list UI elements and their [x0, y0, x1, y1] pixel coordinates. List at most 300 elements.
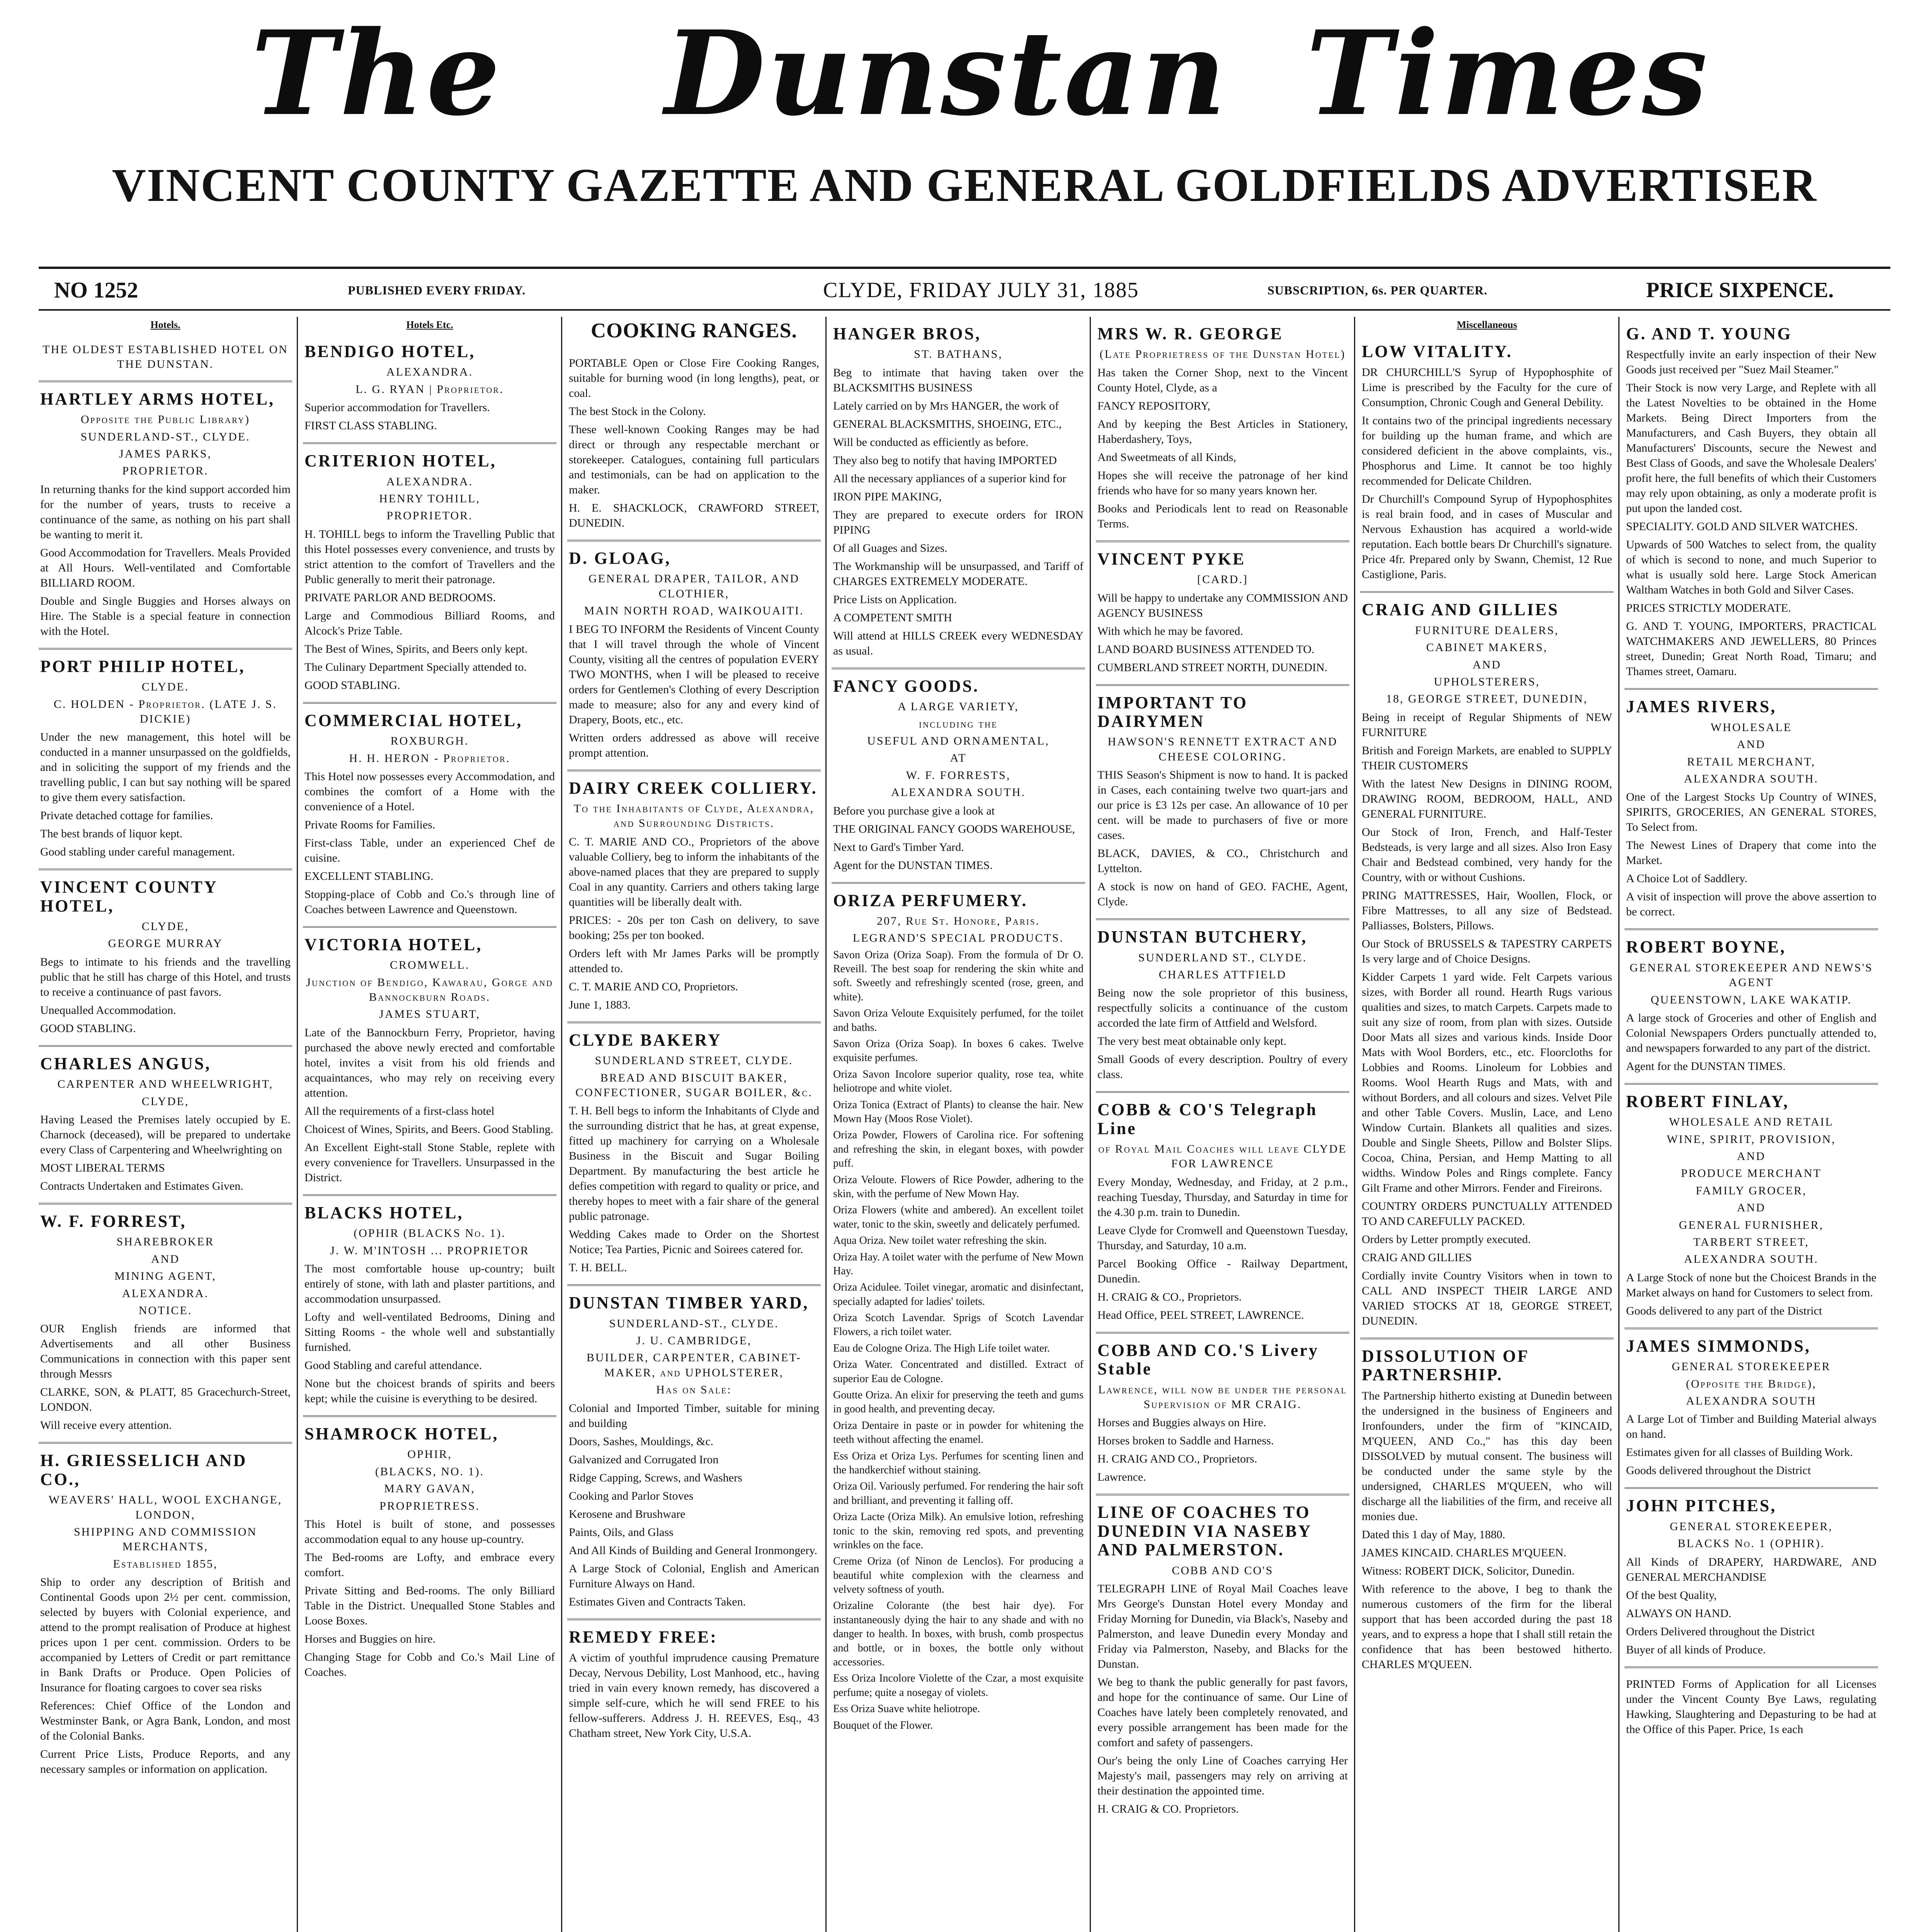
advertisement-title: CRAIG AND GILLIES — [1362, 600, 1559, 619]
advertisement-text: A large stock of Groceries and other of English and Colonial Newspapers Orders punctually attended to, and newspapers forwarded to any part of the district. — [1626, 1011, 1876, 1054]
advertisement-text: And Sweetmeats of all Kinds, — [1097, 451, 1237, 464]
advertisement-text: Good Accommodation for Travellers. Meals Provided at All Hours. Well-ventilated and Comfortable BILLIARD ROOM. — [40, 546, 291, 589]
column-divider — [1354, 317, 1355, 1932]
product-list-item: Oriza Oil. Variously perfumed. For rendering the hair soft and brilliant, and preventing it falling off. — [833, 1480, 1084, 1507]
advertisement-line: FURNITURE DEALERS, — [1415, 624, 1559, 637]
advertisement-line: PROPRIETRESS. — [379, 1499, 480, 1512]
advertisement-title: CHARLES ANGUS, — [40, 1054, 211, 1073]
advertisement-title: LINE OF COACHES TO DUNEDIN VIA NASEBY AND PALMERSTON. — [1097, 1503, 1312, 1560]
advertisement-text: Every Monday, Wednesday, and Friday, at 2 p.m., reaching Tuesday, Thursday, and Saturday in time for the 4.30 p.m. train to Dunedin. — [1097, 1175, 1348, 1219]
advertisement-line: WHOLESALE AND RETAIL — [1669, 1116, 1834, 1129]
advertisement-text: Orders by Letter promptly executed. — [1362, 1233, 1531, 1246]
advertisement-title: H. GRIESSELICH AND CO., — [40, 1451, 247, 1489]
advertisement-line: including the — [919, 717, 998, 730]
advertisement-line: ALEXANDRA. — [122, 1287, 209, 1300]
advertisement — [39, 870, 292, 1047]
advertisement-text: H. CRAIG & CO., Proprietors. — [1097, 1290, 1242, 1303]
advertisement-text: CRAIG AND GILLIES — [1362, 1251, 1472, 1264]
advertisement-line: J. U. CAMBRIDGE, — [636, 1334, 752, 1347]
advertisement-line: ALEXANDRA. — [386, 475, 473, 488]
advertisement-line: QUEENSTOWN, LAKE WAKATIP. — [1650, 993, 1852, 1006]
advertisement-text: Cooking and Parlor Stoves — [569, 1489, 694, 1502]
advertisement-line: HENRY TOHILL, — [379, 492, 480, 505]
advertisement-line: [CARD.] — [1197, 573, 1248, 586]
advertisement-line: AND — [1737, 738, 1766, 751]
advertisement — [832, 884, 1085, 1741]
product-list-item: Savon Oriza Veloute Exquisitely perfumed, for the toilet and baths. — [833, 1007, 1084, 1034]
advertisement-line: CABINET MAKERS, — [1426, 641, 1548, 654]
product-list-item: Aqua Oriza. New toilet water refreshing the skin. — [833, 1235, 1047, 1247]
advertisement-line: CHARLES ATTFIELD — [1158, 968, 1287, 981]
advertisement-line: BLACKS No. 1 (OPHIR). — [1677, 1537, 1825, 1550]
advertisement-line: NOTICE. — [138, 1304, 192, 1317]
product-list-item: Oriza Hay. A toilet water with the perfume of New Mown Hay. — [833, 1251, 1084, 1277]
advertisement-text: First-class Table, under an experienced Chef de cuisine. — [304, 836, 555, 864]
advertisement-line: Junction of Bendigo, Kawarau, Gorge and Bannockburn Roads. — [306, 976, 553, 1004]
masthead-title — [0, 5, 1929, 141]
advertisement — [39, 650, 292, 871]
advertisement-title: HARTLEY ARMS HOTEL, — [40, 389, 275, 408]
advertisement-text: Doors, Sashes, Mouldings, &c. — [569, 1435, 714, 1448]
advertisement-text: And by keeping the Best Articles in Stationery, Haberdashery, Toys, — [1097, 417, 1348, 446]
advertisement-text: IRON PIPE MAKING, — [833, 490, 942, 503]
advertisement-title: CLYDE BAKERY — [569, 1030, 722, 1049]
advertisement-text: THE ORIGINAL FANCY GOODS WAREHOUSE, — [833, 822, 1075, 835]
advertisement-line: J. W. M'INTOSH ... PROPRIETOR — [330, 1244, 529, 1257]
advertisement-text: The very best meat obtainable only kept. — [1097, 1035, 1287, 1048]
column-3 — [567, 317, 821, 1932]
advertisement-text: PRICES STRICTLY MODERATE. — [1626, 602, 1791, 615]
column-divider — [825, 317, 827, 1932]
advertisement-text: Begs to intimate to his friends and the travelling public that he still has charge of this Hotel, and trusts to receive a continuance of past favors. — [40, 955, 291, 998]
advertisement-text: A visit of inspection will prove the above assertion to be correct. — [1626, 890, 1876, 918]
product-list — [833, 948, 1084, 1733]
advertisement-text: Private Rooms for Families. — [304, 818, 435, 831]
advertisement-text: H. TOHILL begs to inform the Travelling Public that this Hotel possesses every convenience, and trusts by strict attention to the comfort of Travellers and the Public generally to merit their patronage. — [304, 527, 555, 586]
advertisement-text: Unequalled Accommodation. — [40, 1003, 176, 1017]
advertisement-line: MINING AGENT, — [114, 1270, 216, 1283]
advertisement-text: FIRST CLASS STABLING. — [304, 419, 437, 432]
advertisement — [1625, 1085, 1878, 1329]
advertisement-text: In returning thanks for the kind support accorded him for the number of years, trusts to receive a continuance of the same, as nothing on his part shall be wanting to merit it. — [40, 483, 291, 541]
product-list-item: Creme Oriza (of Ninon de Lenclos). For producing a beautiful white complexion with the clearness and velvety softness of youth. — [833, 1555, 1084, 1596]
advertisement-title: ROBERT BOYNE, — [1626, 937, 1786, 957]
advertisement-line: ALEXANDRA SOUTH — [1686, 1394, 1817, 1407]
advertisement-text: C. T. MARIE AND CO., Proprietors of the above valuable Colliery, beg to inform the inhabitants of the above-named places that they are prepared to supply Coal in any quantity. Carriers and others taking large quantities will be liberally dealt with. — [569, 835, 819, 908]
advertisement — [1096, 686, 1349, 920]
advertisement-text: Changing Stage for Cobb and Co.'s Mail Line of Coaches. — [304, 1650, 555, 1679]
product-list-item: Ess Oriza Incolore Violette of the Czar, a most exquisite perfume; quite a nosegay of violets. — [833, 1672, 1084, 1699]
product-list-item: Oriza Water. Concentrated and distilled. Extract of superior Eau de Cologne. — [833, 1359, 1084, 1385]
masthead-subtitle: VINCENT COUNTY GAZETTE AND GENERAL GOLDFIELDS ADVERTISER — [112, 159, 1817, 211]
advertisement-text: Lawrence. — [1097, 1471, 1146, 1484]
advertisement-text: Respectfully invite an early inspection of their New Goods just received per "Suez Mail Steamer." — [1626, 348, 1876, 376]
advertisement-text: Lofty and well-ventilated Bedrooms, Dining and Sitting Rooms - the whole well and substantially furnished. — [304, 1311, 555, 1354]
advertisement-line: CLYDE. — [141, 680, 189, 694]
advertisement-line: HAWSON'S RENNETT EXTRACT AND CHEESE COLORING. — [1107, 735, 1338, 763]
advertisement-text: Good stabling under careful management. — [40, 845, 235, 859]
advertisement-text: CUMBERLAND STREET NORTH, DUNEDIN. — [1097, 661, 1328, 674]
advertisement-title: BENDIGO HOTEL, — [304, 342, 476, 361]
advertisement-text: LAND BOARD BUSINESS ATTENDED TO. — [1097, 643, 1315, 656]
advertisement-text: Good Stabling and careful attendance. — [304, 1359, 482, 1372]
advertisement-text: The Best of Wines, Spirits, and Beers only kept. — [304, 642, 528, 655]
advertisement-text: Will receive every attention. — [40, 1419, 172, 1432]
advertisement-title: FANCY GOODS. — [833, 676, 979, 696]
advertisement — [1096, 542, 1349, 686]
advertisement-title: VICTORIA HOTEL, — [304, 935, 483, 954]
advertisement-text: FANCY REPOSITORY, — [1097, 399, 1211, 412]
advertisement-line: Lawrence, will now be under the personal Supervision of MR CRAIG. — [1098, 1383, 1347, 1411]
column-divider — [561, 317, 562, 1932]
advertisement-line: CLYDE, — [141, 920, 189, 933]
advertisement-text: It contains two of the principal ingredients necessary for building up the human frame, and which are considered deficient in the above complaints, vis., Phosphorus and Lime. It cannot be too highly recommended for Delicate Children. — [1362, 414, 1612, 488]
advertisement-line: FAMILY GROCER, — [1696, 1184, 1807, 1197]
advertisement-text: GOOD STABLING. — [40, 1022, 136, 1035]
advertisement-line: GENERAL STOREKEEPER — [1672, 1360, 1831, 1373]
advertisement-line: JAMES STUART, — [379, 1008, 480, 1021]
product-list-item: Oriza Dentaire in paste or in powder for whitening the teeth without affecting the enamel. — [833, 1419, 1084, 1446]
advertisement-line: ST. BATHANS, — [914, 348, 1003, 361]
product-list-item: Goutte Oriza. An elixir for preserving the teeth and gums in good health, and preventing decay. — [833, 1389, 1084, 1415]
advertisement-text: T. H. Bell begs to inform the Inhabitants of Clyde and the surrounding district that he has, at great expense, fitted up machinery for carrying on a Wholesale Business in the Biscuit and Sugar Boiling Department. By manufacturing the best article he defies competition with regard to quality or price, and thereby hopes to meet with a fair share of the general public patronage. — [569, 1104, 819, 1223]
product-list-item: Savon Oriza (Oriza Soap). From the formula of Dr O. Reveill. The best soap for rendering the skin white and soft. Sweetly and refreshingly scented (rose, green, and white). — [833, 949, 1084, 1003]
advertisement-line: BREAD AND BISCUIT BAKER, CONFECTIONER, SUGAR BOILER, &c. — [575, 1071, 813, 1099]
issue-date: CLYDE, FRIDAY JULY 31, 1885 — [823, 278, 1139, 302]
advertisement-text: Their Stock is now very Large, and Replete with all the Latest Novelties to be obtained in the Home Markets. Being Direct Importers from the Manufacturers, and Cash Buyers, they obtain all Manufacturers' Discounts, secure the Newest and Best Class of Goods, and save the Wholesale Dealers' profit here, the full benefits of which their Customers may rely upon obtaining, as only a moderate profit is put upon the landed cost. — [1626, 381, 1876, 515]
advertisement-text: JAMES KINCAID. CHARLES M'QUEEN. — [1362, 1546, 1567, 1559]
advertisement-text: One of the Largest Stocks Up Country of WINES, SPIRITS, GROCERIES, AN GENERAL STORES, To Select from. — [1626, 791, 1876, 834]
advertisement-text: Lately carried on by Mrs HANGER, the work of — [833, 399, 1059, 412]
advertisement-title: MRS W. R. GEORGE — [1097, 324, 1283, 343]
advertisement-text: And All Kinds of Building and General Ironmongery. — [569, 1544, 817, 1557]
advertisement-text: Kidder Carpets 1 yard wide. Felt Carpets various sizes, with Border all round. Hearth Rugs various qualities and sizes, to match Carpets. Carpets made to suit any size of room, from plan with sizes. Outside Door Mats all sizes and various kinds. Inside Door Mats with Wool Borders, etc., etc. Floorcloths for Lobbies and Rooms. Linoleum for Lobbies and Rooms. Wool Hearth Rugs and Mats, with and without Borders, and all colours and sizes. Velvet Pile and other Table Covers. Muslin, Lace, and Leno Window Curtain. Blankets all qualities and sizes. Double and Single Sheets, Pillow and Bolster Slips. Cocoa, China, Persian, and Hemp Matting to all widths. Window Poles and Rings complete. Fancy Gilt Frame and other Mirrors. Fender and Fireirons. — [1362, 970, 1612, 1194]
advertisement-text: H. CRAIG & CO. Proprietors. — [1097, 1802, 1239, 1815]
advertisement-line: UPHOLSTERERS, — [1434, 675, 1540, 688]
advertisement-text: PRINTED Forms of Application for all Licenses under the Vincent County Bye Laws, regulating Hawking, Slaughtering and Depasturing to be had at the Office of this Paper. Price, 1s each — [1626, 1677, 1876, 1736]
advertisement-title: COBB & CO'S Telegraph Line — [1097, 1100, 1318, 1138]
advertisement — [567, 1286, 821, 1620]
advertisement-text: Stopping-place of Cobb and Co.'s through line of Coaches between Lawrence and Queenstown. — [304, 888, 555, 916]
advertisement — [1096, 1495, 1349, 1826]
advertisement-text: With which he may be favored. — [1097, 624, 1243, 638]
advertisement-text: A victim of youthful imprudence causing Premature Decay, Nervous Debility, Lost Manhood, etc., having tried in vain every known remedy, has discovered a simple self-cure, which he will send FREE to his fellow-sufferers. Address J. H. REEVES, Esq., 43 Chatham street, New York City, U.S.A. — [569, 1651, 819, 1740]
advertisement-title: BLACKS HOTEL, — [304, 1203, 464, 1222]
advertisement-title: G. AND T. YOUNG — [1626, 324, 1792, 343]
advertisement — [1096, 317, 1349, 542]
advertisement-line: SUNDERLAND STREET, CLYDE. — [595, 1054, 793, 1067]
advertisement-text: Our Stock of BRUSSELS & TAPESTRY CARPETS Is very large and of Choice Designs. — [1362, 937, 1612, 965]
advertisement-text: C. T. MARIE AND CO, Proprietors. — [569, 980, 738, 993]
advertisement-text: We beg to thank the public generally for past favors, and hope for the continuance of same. Our Line of Coaches have lately been completely renovated, and every possible arrangement has been made for the comfort and safety of passengers. — [1097, 1675, 1348, 1749]
advertisement-line: SUNDERLAND ST., CLYDE. — [1138, 951, 1307, 964]
advertisement-line: GENERAL STOREKEEPER, — [1670, 1520, 1833, 1533]
advertisement — [567, 1023, 821, 1286]
advertisement-text: Cordially invite Country Visitors when in town to CALL AND INSPECT THEIR LARGE AND VARIED STOCKS AT 18, GEORGE STREET, DUNEDIN. — [1362, 1269, 1612, 1327]
advertisement-text: Witness: ROBERT DICK, Solicitor, Dunedin. — [1362, 1564, 1575, 1577]
advertisement — [303, 1196, 556, 1417]
advertisement-text: COUNTRY ORDERS PUNCTUALLY ATTENDED TO AND CAREFULLY PACKED. — [1362, 1199, 1612, 1228]
advertisement — [567, 347, 821, 541]
advertisement — [1625, 1489, 1878, 1668]
advertisement-text: EXCELLENT STABLING. — [304, 869, 434, 883]
advertisement-text: A Large Stock of none but the Choicest Brands in the Market always on hand for Customers to select from. — [1626, 1271, 1876, 1299]
advertisement-text: All Kinds of DRAPERY, HARDWARE, AND GENERAL MERCHANDISE — [1626, 1555, 1876, 1583]
advertisement-text: Private detached cottage for families. — [40, 809, 213, 822]
advertisement-line: Opposite the Public Library) — [80, 413, 250, 426]
advertisement-text: June 1, 1883. — [569, 998, 631, 1011]
advertisement-line: (BLACKS, NO. 1). — [375, 1465, 485, 1478]
advertisement-text: THIS Season's Shipment is now to hand. It is packed in Cases, each containing twelve two quart-jars and our price is £3 12s per case. An allowance of 10 per cent. will be made to purchasers of five or more cases. — [1097, 769, 1348, 842]
advertisement-text: The most comfortable house up-country; built entirely of stone, with lath and plaster partitions, and accommodation unsurpassed. — [304, 1262, 555, 1306]
advertisement-line: MARY GAVAN, — [384, 1482, 475, 1495]
advertisement-text: Leave Clyde for Cromwell and Queenstown Tuesday, Thursday, and Saturday, 10 a.m. — [1097, 1224, 1348, 1252]
advertisement-text: Will attend at HILLS CREEK every WEDNESDAY as usual. — [833, 629, 1084, 657]
advertisement-text: MOST LIBERAL TERMS — [40, 1162, 165, 1175]
advertisement-line: L. G. RYAN | Proprietor. — [356, 383, 504, 396]
advertisement-title: VINCENT COUNTY HOTEL, — [40, 878, 218, 915]
advertisement-line: WINE, SPIRIT, PROVISION, — [1667, 1133, 1836, 1146]
advertisement-text: They are prepared to execute orders for IRON PIPING — [833, 508, 1084, 536]
advertisement-text: Will be conducted as efficiently as before. — [833, 435, 1029, 449]
advertisement-line: 207, Rue St. Honore, Paris. — [876, 914, 1040, 927]
product-list-item: Oriza Flowers (white and ambered). An excellent toilet water, tonic to the skin, sweetly and delicately perfumed. — [833, 1204, 1084, 1230]
column-heading: Miscellaneous — [1457, 319, 1517, 330]
product-list-item: Ess Oriza et Oriza Lys. Perfumes for scenting linen and the handkerchief without staining. — [833, 1450, 1084, 1476]
advertisement-line: AT — [950, 752, 967, 765]
advertisement — [1360, 593, 1614, 1339]
advertisement-title: PORT PHILIP HOTEL, — [40, 656, 245, 676]
advertisement-text: G. AND T. YOUNG, IMPORTERS, PRACTICAL WATCHMAKERS AND JEWELLERS, 80 Princes street, Dunedin; Great North Road, Timaru; and Thames street, Oamaru. — [1626, 620, 1876, 678]
advertisement — [1096, 1333, 1349, 1496]
advertisement — [1360, 335, 1614, 593]
advertisement-line: COBB AND CO'S — [1172, 1564, 1274, 1577]
advertisement-text: CLARKE, SON, & PLATT, 85 Gracechurch-Street, LONDON. — [40, 1386, 291, 1414]
advertisement-text: Choicest of Wines, Spirits, and Beers. Good Stabling. — [304, 1122, 554, 1136]
advertisement-text: SPECIALITY. GOLD AND SILVER WATCHES. — [1626, 520, 1858, 533]
advertisement-title: ORIZA PERFUMERY. — [833, 891, 1028, 910]
advertisement-text: The Newest Lines of Drapery that come into the Market. — [1626, 839, 1876, 867]
advertisement — [567, 1620, 821, 1750]
advertisement — [1096, 1093, 1349, 1333]
advertisement — [39, 1444, 292, 1786]
advertisement-line: JAMES PARKS, — [119, 447, 212, 460]
advertisement-text: Horses broken to Saddle and Harness. — [1097, 1434, 1274, 1447]
advertisement-text: Written orders addressed as above will receive prompt attention. — [569, 731, 819, 759]
advertisement-text: Paints, Oils, and Glass — [569, 1526, 674, 1539]
advertisement-line: 18, GEORGE STREET, DUNEDIN, — [1386, 692, 1588, 706]
advertisement-title: LOW VITALITY. — [1362, 342, 1513, 361]
advertisement-text: H. E. SHACKLOCK, CRAWFORD STREET, DUNEDIN. — [569, 502, 819, 529]
advertisement-text: A COMPETENT SMITH — [833, 611, 952, 624]
advertisement-line: THE OLDEST ESTABLISHED HOTEL ON THE DUNSTAN. — [43, 343, 288, 371]
advertisement — [39, 335, 292, 382]
advertisement — [303, 444, 556, 704]
advertisement-line: AND — [1737, 1201, 1766, 1214]
advertisement-text: Being in receipt of Regular Shipments of NEW FURNITURE — [1362, 711, 1612, 739]
product-list-item: Bouquet of the Flower. — [833, 1719, 933, 1731]
advertisement-text: Of the best Quality, — [1626, 1588, 1717, 1602]
product-list-item: Savon Oriza (Oriza Soap). In boxes 6 cakes. Twelve exquisite perfumes. — [833, 1038, 1084, 1064]
advertisement — [832, 669, 1085, 884]
advertisement-text: A Large Stock of Colonial, English and American Furniture Always on Hand. — [569, 1562, 819, 1590]
advertisement-text: A Choice Lot of Saddlery. — [1626, 872, 1747, 885]
advertisement-line: AND — [1473, 658, 1501, 671]
masthead-title-word-3: Times — [1306, 5, 1710, 141]
advertisement-title: COBB AND CO.'S Livery Stable — [1097, 1340, 1319, 1379]
advertisement-title: REMEDY FREE: — [569, 1627, 718, 1646]
advertisement-text: Goods delivered to any part of the District — [1626, 1304, 1822, 1317]
product-list-item: Oriza Savon Incolore superior quality, rose tea, white heliotrope and white violet. — [833, 1068, 1084, 1095]
advertisement-line: (Opposite the Bridge), — [1686, 1377, 1817, 1390]
advertisement-title: SHAMROCK HOTEL, — [304, 1424, 499, 1444]
advertisement-text: ALWAYS ON HAND. — [1626, 1607, 1732, 1620]
advertisement-text: Estimates given for all classes of Building Work. — [1626, 1446, 1853, 1459]
advertisement-line: H. H. HERON - Proprietor. — [349, 752, 510, 765]
advertisement-text: Horses and Buggies always on Hire. — [1097, 1416, 1266, 1429]
advertisement-text: Our Stock of Iron, French, and Half-Tester Bedsteads, is very large and all sizes. Also Iron Easy Chair and Bedstead combined, very handy for the Country, with or without Cushions. — [1362, 825, 1612, 884]
advertisement-line: SHAREBROKER — [116, 1235, 214, 1248]
masthead-rule-bottom — [39, 309, 1890, 311]
advertisement — [832, 317, 1085, 669]
advertisement-text: Our's being the only Line of Coaches carrying Her Majesty's mail, passengers may rely on arriving at their destination the appointed time. — [1097, 1754, 1348, 1797]
advertisement-text: Small Goods of every description. Poultry of every class. — [1097, 1053, 1348, 1081]
advertisement-text: A Large Lot of Timber and Building Material always on hand. — [1626, 1413, 1876, 1441]
advertisement-line: (Late Proprietress of the Dunstan Hotel) — [1099, 348, 1346, 361]
product-list-item: Oriza Lacte (Oriza Milk). An emulsive lotion, refreshing tonic to the skin, removing red spots, and preventing wrinkles on the face. — [833, 1511, 1084, 1551]
advertisement-text: Private Sitting and Bed-rooms. The only Billiard Table in the District. Unequalled Stone Stables and Loose Boxes. — [304, 1584, 555, 1627]
advertisement-text: Colonial and Imported Timber, suitable for mining and building — [569, 1401, 819, 1430]
column-5 — [1096, 317, 1349, 1932]
advertisement-text: Buyer of all kinds of Produce. — [1626, 1643, 1766, 1656]
advertisement — [39, 382, 292, 650]
advertisement-line: LEGRAND'S SPECIAL PRODUCTS. — [852, 932, 1064, 945]
advertisement-text: With reference to the above, I beg to thank the numerous customers of the firm for the liberal support that has been accorded during the past 18 years, and to express a hope that I shall still retain the confidence that has been bestowed hitherto. CHARLES M'QUEEN. — [1362, 1582, 1612, 1671]
product-list-item: Eau de Cologne Oriza. The High Life toilet water. — [833, 1342, 1050, 1354]
issue-price: PRICE SIXPENCE. — [1646, 278, 1834, 302]
advertisement-text: Hopes she will receive the patronage of her kind friends who have for so many years known her. — [1097, 469, 1348, 497]
advertisement-line: ALEXANDRA. — [386, 366, 473, 379]
advertisement-text: The Bed-rooms are Lofty, and embrace every comfort. — [304, 1551, 555, 1579]
advertisement-text: Under the new management, this hotel will be conducted in a manner unsurpassed on the goldfields, and in soliciting the support of my friends and the travelling public, I can but say nothing will be spared to give them every satisfaction. — [40, 731, 291, 804]
masthead-rule-top — [39, 267, 1890, 269]
advertisement-line: ALEXANDRA SOUTH. — [891, 786, 1026, 799]
advertisement-text: Current Price Lists, Produce Reports, and any necessary samples or information on application. — [40, 1748, 291, 1776]
advertisement — [303, 1417, 556, 1689]
advertisement — [1360, 1339, 1614, 1681]
advertisement-title: DUNSTAN BUTCHERY, — [1097, 927, 1308, 947]
advertisement-text: All the necessary appliances of a superior kind for — [833, 472, 1067, 485]
advertisement-text: References: Chief Office of the London and Westminster Bank, or Agra Bank, London, and most of the Colonial Banks. — [40, 1699, 291, 1743]
advertisement-text: British and Foreign Markets, are enabled to SUPPLY THEIR CUSTOMERS — [1362, 744, 1612, 772]
column-7 — [1625, 317, 1878, 1932]
advertisement-line: GENERAL FURNISHER, — [1679, 1218, 1824, 1231]
advertisement-text: Being now the sole proprietor of this business, respectfully solicits a continuance of the custom accorded the late firm of Attfield and Welsford. — [1097, 986, 1348, 1030]
column-divider — [297, 317, 298, 1932]
advertisement-text: GENERAL BLACKSMITHS, SHOEING, ETC., — [833, 417, 1062, 430]
advertisement-text: The best brands of liquor kept. — [40, 827, 183, 840]
advertisement-title: DUNSTAN TIMBER YARD, — [569, 1293, 809, 1313]
advertisement-columns — [39, 317, 1890, 1932]
advertisement-title: JAMES SIMMONDS, — [1626, 1336, 1811, 1355]
advertisement-line: To the Inhabitants of Clyde, Alexandra, and Surrounding Districts. — [573, 802, 815, 830]
advertisement-title: JAMES RIVERS, — [1626, 697, 1777, 716]
advertisement-title: DAIRY CREEK COLLIERY. — [569, 778, 818, 798]
advertisement — [1625, 1668, 1878, 1746]
advertisement-title: JOHN PITCHES, — [1626, 1496, 1777, 1515]
advertisement-text: Large and Commodious Billiard Rooms, and Alcock's Prize Table. — [304, 609, 555, 637]
advertisement-text: PRIVATE PARLOR AND BEDROOMS. — [304, 591, 496, 604]
advertisement-text: Agent for the DUNSTAN TIMES. — [833, 859, 993, 872]
advertisement-text: An Excellent Eight-stall Stone Stable, replete with every convenience for Travellers. Unsurpassed in the District. — [304, 1141, 555, 1184]
advertisement — [303, 928, 556, 1196]
advertisement-line: SUNDERLAND-ST., CLYDE. — [80, 430, 250, 443]
advertisement-text: With the latest New Designs in DINING ROOM, DRAWING ROOM, BEDROOM, HALL, AND GENERAL FURNITURE. — [1362, 777, 1612, 820]
advertisement-text: Kerosene and Brushware — [569, 1507, 686, 1520]
masthead-title-word-1: The — [251, 5, 503, 141]
product-list-item: Oriza Scotch Lavendar. Sprigs of Scotch Lavendar Flowers, a rich toilet water. — [833, 1312, 1084, 1338]
advertisement-line: Has on Sale: — [656, 1383, 732, 1396]
product-list-item: Ess Oriza Suave white heliotrope. — [833, 1703, 980, 1715]
advertisement-text: Orders Delivered throughout the District — [1626, 1625, 1815, 1638]
advertisement-text: Galvanized and Corrugated Iron — [569, 1453, 719, 1466]
advertisement-text: Contracts Undertaken and Estimates Given. — [40, 1180, 243, 1193]
advertisement-line: SUNDERLAND-ST., CLYDE. — [609, 1317, 779, 1330]
advertisement-line: AND — [151, 1252, 180, 1265]
advertisement-text: The Partnership hitherto existing at Dunedin between the undersigned in the business of Engineers and Ironfounders, under the firm of "KINCAID, M'QUEEN, AND Co.," has this day been DISSOLVED by mutual consent. The business will be conducted under the same style by the undersigned, CHARLES M'QUEEN, who will discharge all the liabilities of the firm, and receive all monies due. — [1362, 1389, 1612, 1523]
advertisement-text: Head Office, PEEL STREET, LAWRENCE. — [1097, 1308, 1304, 1321]
advertisement-line: W. F. FORRESTS, — [906, 769, 1011, 782]
advertisement-line: (OPHIR (BLACKS No. 1). — [354, 1227, 506, 1240]
advertisement-text: Late of the Bannockburn Ferry, Proprietor, having purchased the above newly erected and comfortable hotel, invites a visit from his old friends and acquaintances, who may rely on receiving every attention. — [304, 1026, 555, 1099]
advertisement-line: SHIPPING AND COMMISSION MERCHANTS, — [73, 1525, 257, 1553]
advertisement — [39, 1047, 292, 1204]
dateline — [39, 273, 1890, 308]
advertisement-text: This Hotel is built of stone, and possesses accommodation equal to any house up-country. — [304, 1517, 555, 1546]
column-heading: Hotels Etc. — [406, 319, 453, 330]
advertisement-text: Beg to intimate that having taken over the BLACKSMITHS BUSINESS — [833, 366, 1084, 394]
product-list-item: Oriza Powder, Flowers of Carolina rice. For softening and refreshing the skin, in elegant boxes, with powder puff. — [833, 1129, 1084, 1170]
advertisement-text: Double and Single Buggies and Horses always on Hire. The Stable is a special feature in connection with the Hotel. — [40, 594, 291, 638]
advertisement-line: GEORGE MURRAY — [108, 937, 223, 950]
advertisement-title: IMPORTANT TO DAIRYMEN — [1097, 693, 1248, 731]
advertisement-line: CLYDE, — [141, 1095, 189, 1108]
advertisement-title: ROBERT FINLAY, — [1626, 1092, 1790, 1111]
advertisement-text: PRING MATTRESSES, Hair, Woollen, Flock, or Fibre Mattresses, to all any size of Bedstead. Palliasses, Bolsters, Pillows. — [1362, 889, 1612, 932]
advertisement-text: Dated this 1 day of May, 1880. — [1362, 1528, 1505, 1541]
advertisement-text: Books and Periodicals lent to read on Reasonable Terms. — [1097, 502, 1348, 530]
advertisement-text: H. CRAIG AND CO., Proprietors. — [1097, 1452, 1257, 1466]
advertisement-line: AND — [1737, 1150, 1766, 1163]
advertisement — [1625, 690, 1878, 930]
advertisement-line: GENERAL DRAPER, TAILOR, AND CLOTHIER, — [588, 572, 800, 600]
product-list-item: Orizaline Colorante (the best hair dye). For instantaneously dying the hair to any shade and with no danger to health. In boxes, with brush, comb prospectus and bottle, or in boxes, the bottle only without accessories. — [833, 1600, 1084, 1668]
subscription-rate: SUBSCRIPTION, 6s. PER QUARTER. — [1267, 283, 1488, 297]
advertisement-text: DR CHURCHILL'S Syrup of Hypophosphite of Lime is prescribed by the Faculty for the cure of Consumption, Chronic Cough and General Debility. — [1362, 366, 1612, 409]
advertisement-line: BUILDER, CARPENTER, CABINET-MAKER, and UPHOLSTERER, — [586, 1351, 802, 1379]
advertisement-text: PORTABLE Open or Close Fire Cooking Ranges, suitable for burning wood (in long lengths), peat, or coal. — [569, 357, 819, 400]
publication-frequency: PUBLISHED EVERY FRIDAY. — [348, 283, 526, 297]
advertisement-line: GENERAL STOREKEEPER AND NEWS'S AGENT — [1630, 961, 1873, 989]
advertisement-text: Dr Churchill's Compound Syrup of Hypophosphites is real brain food, and in cases of Muscular and Nervous Exhaustion has acquired a world-wide reputation. Each bottle bears Dr Churchill's signature. Price 4fr. Prepared only by Swann, Chemist, 12 Rue Castiglione, Paris. — [1362, 493, 1612, 581]
product-list-item: Oriza Tonica (Extract of Plants) to cleanse the hair. New Mown Hay (Moos Rose Violet). — [833, 1099, 1084, 1125]
advertisement — [567, 541, 821, 771]
advertisement — [303, 704, 556, 928]
advertisement — [1625, 1329, 1878, 1489]
advertisement-text: I BEG TO INFORM the Residents of Vincent County that I will travel through the whole of Vincent County, visiting all the centres of population EVERY TWO MONTHS, when I will be pleased to receive orders for Gentlemen's Clothing of every Description made to measure; also for any and every kind of Drapery, Boots, etc., etc. — [569, 622, 819, 726]
advertisement-text: Estimates Given and Contracts Taken. — [569, 1595, 746, 1608]
advertisement-line: PROPRIETOR. — [122, 464, 209, 478]
